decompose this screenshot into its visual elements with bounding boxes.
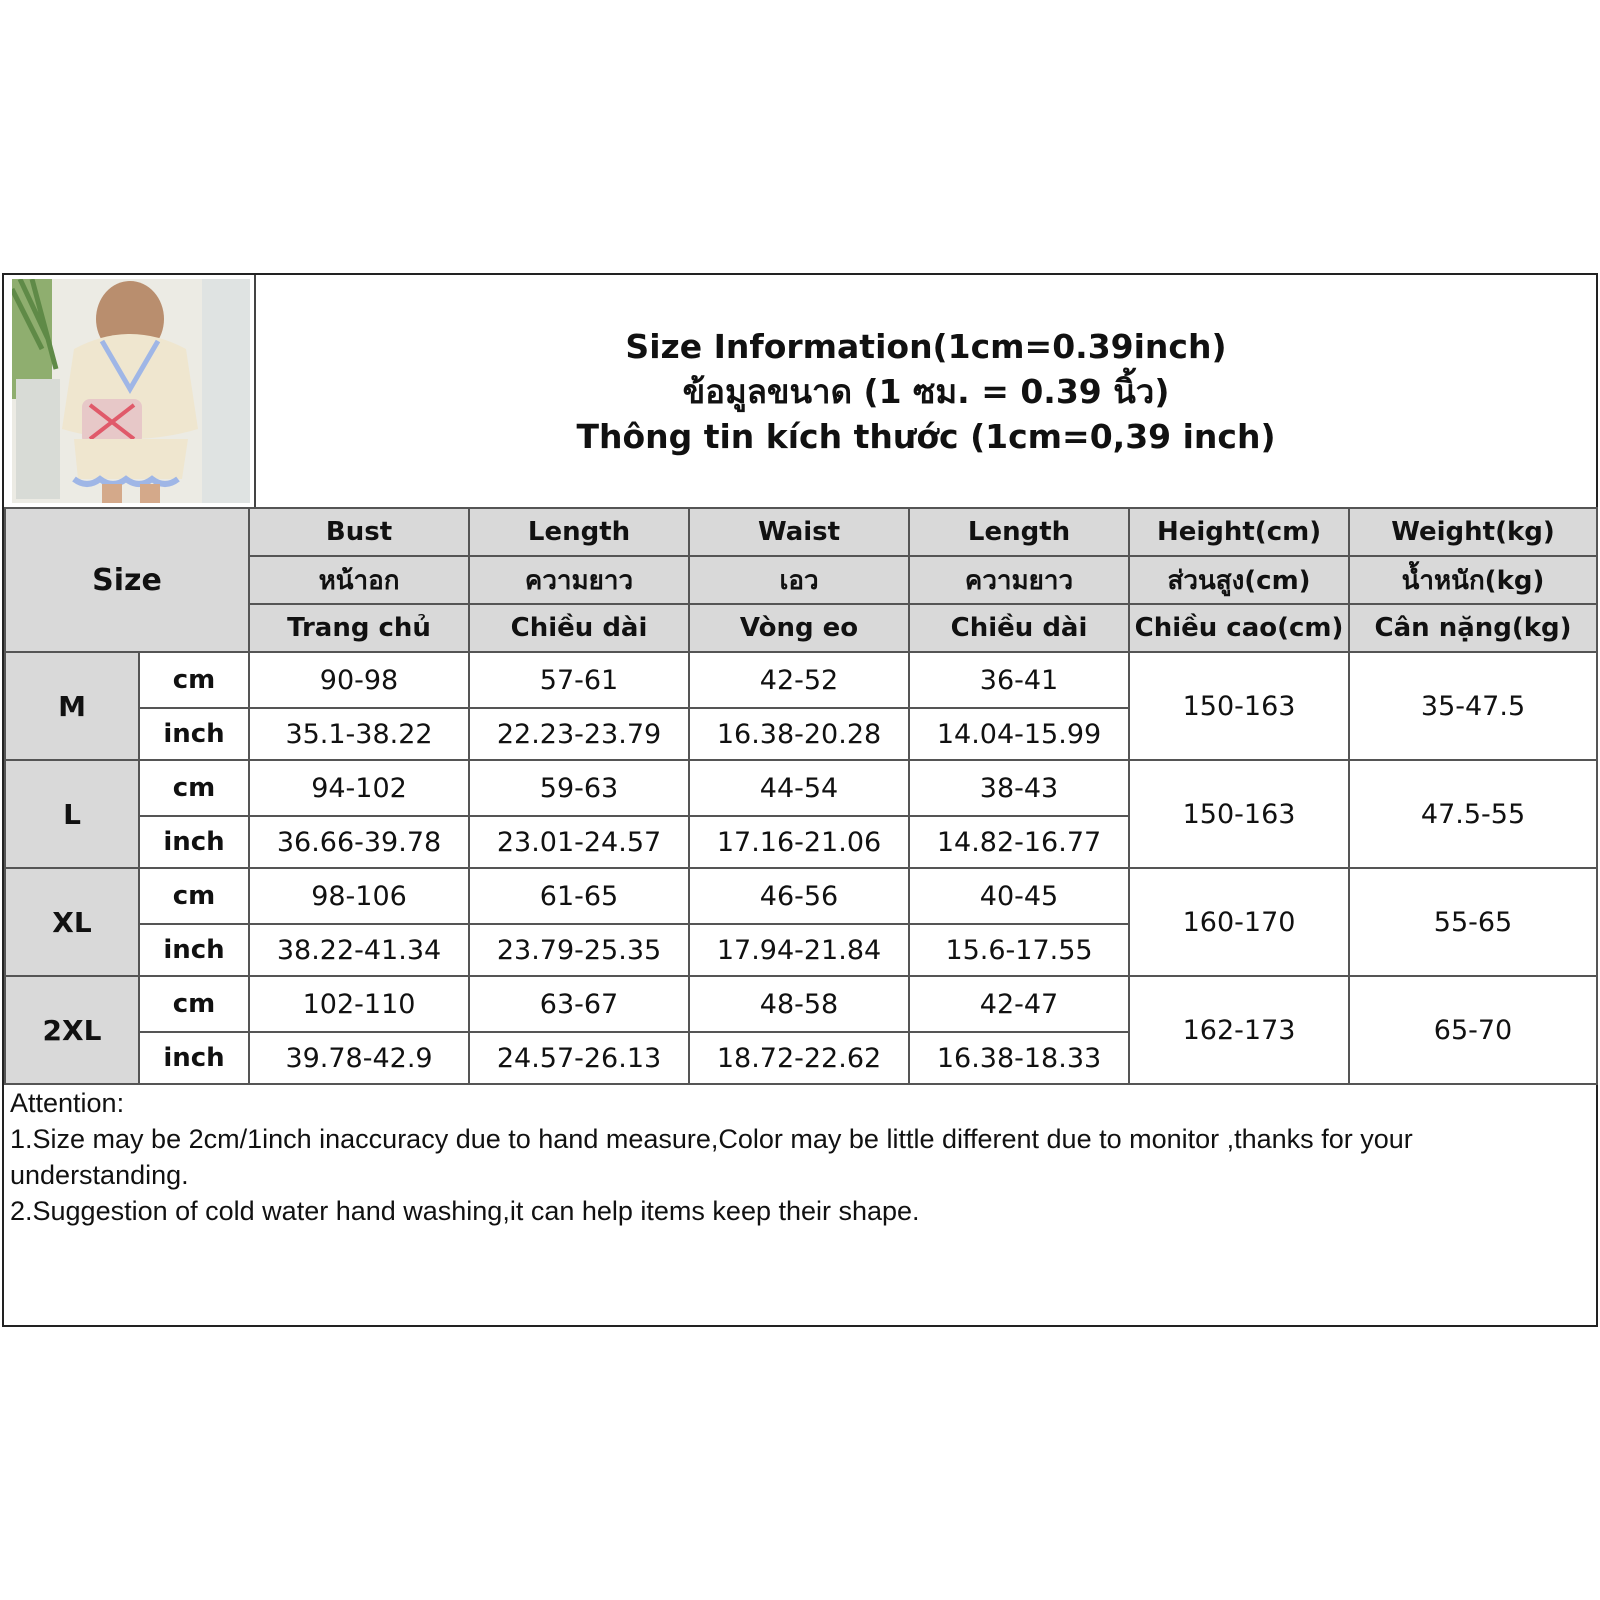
- height-cell: 160-170: [1129, 868, 1349, 976]
- table-cell: 42-47: [909, 976, 1129, 1032]
- table-cell: 63-67: [469, 976, 689, 1032]
- table-cell: 17.94-21.84: [689, 924, 909, 976]
- table-cell: 40-45: [909, 868, 1129, 924]
- note-accuracy: 1.Size may be 2cm/1inch inaccuracy due to hand measure,Color may be little different due to monitor ,thanks for your: [10, 1124, 1413, 1154]
- height-header-vi: Chiều cao(cm): [1129, 604, 1349, 652]
- unit-cm: cm: [139, 652, 249, 708]
- table-cell: 38-43: [909, 760, 1129, 816]
- product-photo-illustration: [12, 279, 250, 503]
- height-header-en: Height(cm): [1129, 508, 1349, 556]
- size-table: [4, 507, 1598, 1085]
- table-cell: 36.66-39.78: [249, 816, 469, 868]
- pants-length-header-th: ความยาว: [909, 556, 1129, 604]
- size-column-header: Size: [5, 508, 249, 652]
- table-cell: 42-52: [689, 652, 909, 708]
- table-cell: 46-56: [689, 868, 909, 924]
- top-length-header-en: Length: [469, 508, 689, 556]
- size-info-title: [256, 275, 1596, 507]
- waist-header-vi: Vòng eo: [689, 604, 909, 652]
- table-cell: 48-58: [689, 976, 909, 1032]
- title-english: Size Information(1cm=0.39inch): [625, 326, 1227, 366]
- title-thai: ข้อมูลขนาด (1 ซม. = 0.39 นิ้ว): [682, 371, 1170, 411]
- height-header-th: ส่วนสูง(cm): [1129, 556, 1349, 604]
- bust-header-th: หน้าอก: [249, 556, 469, 604]
- height-cell: 150-163: [1129, 652, 1349, 760]
- table-cell: 14.04-15.99: [909, 708, 1129, 760]
- table-row: [5, 652, 1597, 708]
- table-cell: 16.38-20.28: [689, 708, 909, 760]
- unit-cm: cm: [139, 976, 249, 1032]
- weight-header-th: น้ำหนัก(kg): [1349, 556, 1597, 604]
- table-cell: 22.23-23.79: [469, 708, 689, 760]
- table-cell: 17.16-21.06: [689, 816, 909, 868]
- pants-length-header-en: Length: [909, 508, 1129, 556]
- unit-inch: inch: [139, 924, 249, 976]
- table-cell: 18.72-22.62: [689, 1032, 909, 1084]
- bust-header-en: Bust: [249, 508, 469, 556]
- table-cell: 35.1-38.22: [249, 708, 469, 760]
- unit-inch: inch: [139, 816, 249, 868]
- size-label-2xl: 2XL: [5, 976, 139, 1084]
- waist-header-en: Waist: [689, 508, 909, 556]
- table-cell: 15.6-17.55: [909, 924, 1129, 976]
- table-cell: 23.79-25.35: [469, 924, 689, 976]
- weight-cell: 65-70: [1349, 976, 1597, 1084]
- table-cell: 98-106: [249, 868, 469, 924]
- bust-header-vi: Trang chủ: [249, 604, 469, 652]
- unit-inch: inch: [139, 1032, 249, 1084]
- table-cell: 23.01-24.57: [469, 816, 689, 868]
- table-cell: 39.78-42.9: [249, 1032, 469, 1084]
- table-cell: 24.57-26.13: [469, 1032, 689, 1084]
- table-cell: 36-41: [909, 652, 1129, 708]
- height-cell: 150-163: [1129, 760, 1349, 868]
- title-vietnamese: Thông tin kích thước (1cm=0,39 inch): [576, 416, 1276, 456]
- waist-header-th: เอว: [689, 556, 909, 604]
- unit-cm: cm: [139, 868, 249, 924]
- table-cell: 61-65: [469, 868, 689, 924]
- note-washing: 2.Suggestion of cold water hand washing,it can help items keep their shape.: [10, 1196, 920, 1226]
- unit-inch: inch: [139, 708, 249, 760]
- top-length-header-th: ความยาว: [469, 556, 689, 604]
- weight-header-vi: Cân nặng(kg): [1349, 604, 1597, 652]
- table-cell: 102-110: [249, 976, 469, 1032]
- size-label-m: M: [5, 652, 139, 760]
- table-row: [5, 760, 1597, 816]
- note-accuracy-continued: understanding.: [10, 1160, 189, 1190]
- table-cell: 38.22-41.34: [249, 924, 469, 976]
- table-row: [5, 868, 1597, 924]
- weight-header-en: Weight(kg): [1349, 508, 1597, 556]
- unit-cm: cm: [139, 760, 249, 816]
- weight-cell: 47.5-55: [1349, 760, 1597, 868]
- size-label-l: L: [5, 760, 139, 868]
- attention-notes: [10, 1085, 1590, 1229]
- table-cell: 57-61: [469, 652, 689, 708]
- pants-length-header-vi: Chiều dài: [909, 604, 1129, 652]
- height-cell: 162-173: [1129, 976, 1349, 1084]
- table-cell: 14.82-16.77: [909, 816, 1129, 868]
- size-label-xl: XL: [5, 868, 139, 976]
- weight-cell: 35-47.5: [1349, 652, 1597, 760]
- title-banner: [4, 275, 1596, 507]
- size-chart-sheet: [2, 273, 1598, 1327]
- product-photo: [12, 279, 250, 503]
- table-cell: 94-102: [249, 760, 469, 816]
- table-row: [5, 976, 1597, 1032]
- table-cell: 16.38-18.33: [909, 1032, 1129, 1084]
- table-cell: 90-98: [249, 652, 469, 708]
- table-cell: 44-54: [689, 760, 909, 816]
- top-length-header-vi: Chiều dài: [469, 604, 689, 652]
- notes-heading: Attention:: [10, 1088, 125, 1118]
- weight-cell: 55-65: [1349, 868, 1597, 976]
- table-cell: 59-63: [469, 760, 689, 816]
